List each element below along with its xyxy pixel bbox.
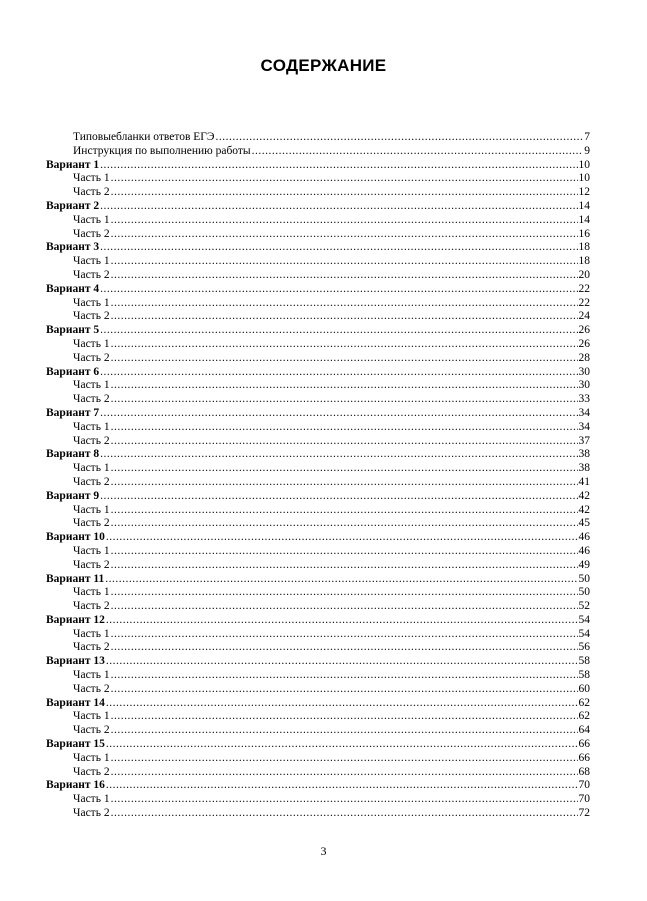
- toc-entry-label: Часть 2: [73, 765, 110, 778]
- toc-part-entry: [46, 393, 590, 407]
- toc-entry-label: Часть 2: [73, 393, 110, 406]
- toc-entry-page: 42: [578, 503, 590, 516]
- toc-entry-label: Вариант 16: [46, 779, 105, 792]
- toc-entry-page: 18: [578, 241, 590, 254]
- toc-part-entry: [46, 214, 590, 228]
- toc-part-entry: [46, 476, 590, 490]
- toc-leader-dots: [100, 490, 577, 504]
- toc-entry-page: 37: [578, 434, 590, 447]
- toc-entry-label: Часть 1: [73, 710, 110, 723]
- toc-leader-dots: [111, 766, 578, 780]
- toc-entry-label: Вариант 1: [46, 158, 100, 171]
- toc-variant-entry: [46, 200, 590, 214]
- toc-part-entry: [46, 628, 590, 642]
- toc-leader-dots: [100, 448, 577, 462]
- toc-part-entry: [46, 807, 590, 821]
- toc-entry-label: Часть 2: [73, 268, 110, 281]
- toc-leader-dots: [111, 310, 578, 324]
- toc-entry-label: Часть 1: [73, 462, 110, 475]
- toc-leader-dots: [111, 435, 578, 449]
- toc-leader-dots: [111, 641, 578, 655]
- toc-entry-label: Инструкция по выполнению работы: [73, 144, 251, 157]
- toc-part-entry: [46, 669, 590, 683]
- toc-entry-label: Вариант 12: [46, 613, 105, 626]
- toc-part-entry: [46, 586, 590, 600]
- toc-entry-page: 46: [578, 544, 590, 557]
- toc-leader-dots: [111, 338, 578, 352]
- toc-entry-page: 58: [578, 655, 590, 668]
- toc-variant-entry: [46, 490, 590, 504]
- toc-part-entry: [46, 379, 590, 393]
- toc-entry-page: 54: [578, 627, 590, 640]
- toc-entry-page: 49: [578, 558, 590, 571]
- toc-part-entry: [46, 352, 590, 366]
- toc-entry-label: Вариант 5: [46, 324, 100, 337]
- toc-variant-entry: [46, 407, 590, 421]
- toc-entry-page: 42: [578, 489, 590, 502]
- toc-entry-page: 22: [578, 296, 590, 309]
- toc-entry-label: Часть 2: [73, 517, 110, 530]
- page-title: СОДЕРЖАНИЕ: [260, 56, 387, 75]
- toc-variant-entry: [46, 738, 590, 752]
- toc-entry-label: Часть 1: [73, 627, 110, 640]
- toc-part-entry: [46, 517, 590, 531]
- toc-entry-label: Вариант 6: [46, 365, 100, 378]
- toc-leader-dots: [111, 586, 578, 600]
- toc-variant-entry: [46, 697, 590, 711]
- toc-entry-label: Часть 1: [73, 213, 110, 226]
- toc-entry-label: Часть 2: [73, 475, 110, 488]
- toc-part-entry: [46, 766, 590, 780]
- toc-entry-page: 50: [578, 586, 590, 599]
- toc-entry-label: Часть 1: [73, 337, 110, 350]
- toc-part-entry: [46, 504, 590, 518]
- toc-entry-page: 14: [578, 199, 590, 212]
- toc-leader-dots: [216, 131, 584, 145]
- toc-entry-page: 50: [578, 572, 590, 585]
- toc-leader-dots: [100, 366, 577, 380]
- toc-entry-label: Вариант 9: [46, 489, 100, 502]
- toc-entry-label: Часть 1: [73, 751, 110, 764]
- toc-entry-page: 52: [578, 600, 590, 613]
- toc-entry-page: 22: [578, 282, 590, 295]
- toc-leader-dots: [111, 421, 578, 435]
- toc-entry-label: Часть 2: [73, 807, 110, 820]
- toc-entry-page: 28: [578, 351, 590, 364]
- toc-leader-dots: [106, 779, 578, 793]
- toc-entry-page: 62: [578, 710, 590, 723]
- toc-variant-entry: [46, 655, 590, 669]
- toc-entry-label: Часть 1: [73, 503, 110, 516]
- toc-entry-page: 14: [578, 213, 590, 226]
- toc-entry-page: 26: [578, 324, 590, 337]
- toc-entry-label: Часть 2: [73, 227, 110, 240]
- toc-leader-dots: [111, 255, 578, 269]
- toc-entry-page: 33: [578, 393, 590, 406]
- toc-entry-page: 16: [578, 227, 590, 240]
- toc-entry-page: 68: [578, 765, 590, 778]
- toc-part-entry: [46, 600, 590, 614]
- toc-leader-dots: [111, 683, 578, 697]
- toc-leader-dots: [111, 476, 578, 490]
- toc-entry-label: Часть 1: [73, 793, 110, 806]
- toc-leader-dots: [111, 269, 578, 283]
- toc-leader-dots: [111, 600, 578, 614]
- toc-variant-entry: [46, 241, 590, 255]
- toc-entry-page: 54: [578, 613, 590, 626]
- toc-leader-dots: [111, 628, 578, 642]
- toc-entry-label: Вариант 15: [46, 738, 105, 751]
- toc-entry-page: 45: [578, 517, 590, 530]
- toc-leader-dots: [111, 172, 578, 186]
- toc-leader-dots: [111, 669, 578, 683]
- toc-entry-page: 66: [578, 738, 590, 751]
- toc-entry-label: Часть 2: [73, 310, 110, 323]
- toc-entry-page: 18: [578, 255, 590, 268]
- toc-entry-page: 10: [578, 158, 590, 171]
- toc-leader-dots: [252, 145, 584, 159]
- toc-leader-dots: [111, 710, 578, 724]
- toc-leader-dots: [111, 517, 578, 531]
- toc-leader-dots: [111, 504, 578, 518]
- toc-entry-label: Вариант 11: [46, 572, 105, 585]
- toc-entry-label: Часть 1: [73, 172, 110, 185]
- toc-entry-page: 70: [578, 793, 590, 806]
- toc-entry-page: 30: [578, 365, 590, 378]
- toc-leader-dots: [100, 241, 577, 255]
- toc-leader-dots: [111, 793, 578, 807]
- toc-leader-dots: [111, 352, 578, 366]
- toc-part-entry: [46, 255, 590, 269]
- toc-part-entry: [46, 186, 590, 200]
- toc-part-entry: [46, 421, 590, 435]
- toc-entry: [46, 145, 590, 159]
- toc-entry-page: 58: [578, 669, 590, 682]
- toc-entry-label: Типовыебланки ответов ЕГЭ: [73, 131, 215, 143]
- toc-entry-page: 34: [578, 420, 590, 433]
- toc-part-entry: [46, 338, 590, 352]
- toc-part-entry: [46, 269, 590, 283]
- toc-variant-entry: [46, 324, 590, 338]
- toc-part-entry: [46, 752, 590, 766]
- toc-entry-label: Вариант 14: [46, 696, 105, 709]
- toc-leader-dots: [111, 297, 578, 311]
- toc-entry-page: 41: [578, 475, 590, 488]
- toc-entry-label: Вариант 13: [46, 655, 105, 668]
- toc-part-entry: [46, 435, 590, 449]
- toc-leader-dots: [111, 186, 578, 200]
- toc-leader-dots: [106, 655, 578, 669]
- toc-entry-page: 60: [578, 682, 590, 695]
- toc-part-entry: [46, 310, 590, 324]
- toc-leader-dots: [100, 159, 577, 173]
- toc-leader-dots: [100, 324, 577, 338]
- toc-part-entry: [46, 559, 590, 573]
- toc-entry-label: Часть 1: [73, 586, 110, 599]
- toc-leader-dots: [106, 614, 578, 628]
- toc-entry-label: Часть 2: [73, 558, 110, 571]
- toc-entry-page: 66: [578, 751, 590, 764]
- toc-entry-label: Вариант 7: [46, 406, 100, 419]
- toc-entry-label: Часть 2: [73, 434, 110, 447]
- toc-entry-label: Часть 2: [73, 351, 110, 364]
- toc-entry-page: 24: [578, 310, 590, 323]
- toc-entry-page: 10: [578, 172, 590, 185]
- toc-entry-page: 46: [578, 531, 590, 544]
- toc-entry-label: Часть 2: [73, 600, 110, 613]
- toc-variant-entry: [46, 283, 590, 297]
- toc-variant-entry: [46, 614, 590, 628]
- toc-leader-dots: [106, 697, 578, 711]
- toc-part-entry: [46, 793, 590, 807]
- toc-part-entry: [46, 545, 590, 559]
- toc-entry-page: 70: [578, 779, 590, 792]
- toc-part-entry: [46, 710, 590, 724]
- toc-leader-dots: [106, 531, 578, 545]
- toc-entry-label: Часть 1: [73, 420, 110, 433]
- toc-entry-label: Вариант 4: [46, 282, 100, 295]
- toc-leader-dots: [111, 724, 578, 738]
- toc-entry-label: Часть 2: [73, 641, 110, 654]
- toc-leader-dots: [105, 573, 577, 587]
- toc-part-entry: [46, 683, 590, 697]
- page-number: 3: [320, 844, 327, 858]
- toc-entry-page: 56: [578, 641, 590, 654]
- toc-leader-dots: [111, 379, 578, 393]
- toc-leader-dots: [111, 462, 578, 476]
- toc-entry-label: Часть 2: [73, 682, 110, 695]
- toc-entry-label: Часть 1: [73, 544, 110, 557]
- toc-variant-entry: [46, 366, 590, 380]
- toc-entry-page: 34: [578, 406, 590, 419]
- toc-part-entry: [46, 228, 590, 242]
- toc-entry-page: 12: [578, 186, 590, 199]
- toc-entry-label: Вариант 8: [46, 448, 100, 461]
- toc-leader-dots: [111, 545, 578, 559]
- toc-entry-page: 9: [584, 144, 590, 157]
- table-of-contents: [46, 131, 590, 821]
- toc-leader-dots: [100, 200, 577, 214]
- toc-entry-label: Часть 1: [73, 296, 110, 309]
- toc-part-entry: [46, 462, 590, 476]
- toc-entry-label: Часть 2: [73, 186, 110, 199]
- toc-variant-entry: [46, 159, 590, 173]
- toc-leader-dots: [106, 738, 578, 752]
- toc-entry-page: 62: [578, 696, 590, 709]
- toc-variant-entry: [46, 448, 590, 462]
- toc-leader-dots: [111, 214, 578, 228]
- toc-variant-entry: [46, 779, 590, 793]
- toc-entry-label: Часть 2: [73, 724, 110, 737]
- toc-leader-dots: [111, 228, 578, 242]
- toc-entry: [46, 131, 590, 145]
- toc-entry-page: 30: [578, 379, 590, 392]
- toc-leader-dots: [111, 807, 578, 821]
- toc-entry-label: Часть 1: [73, 379, 110, 392]
- toc-entry-page: 38: [578, 462, 590, 475]
- toc-part-entry: [46, 172, 590, 186]
- toc-leader-dots: [111, 393, 578, 407]
- toc-entry-page: 38: [578, 448, 590, 461]
- toc-leader-dots: [111, 752, 578, 766]
- toc-part-entry: [46, 641, 590, 655]
- toc-leader-dots: [111, 559, 578, 573]
- toc-entry-page: 26: [578, 337, 590, 350]
- toc-entry-label: Часть 1: [73, 669, 110, 682]
- toc-entry-label: Вариант 2: [46, 199, 100, 212]
- toc-entry-label: Вариант 10: [46, 531, 105, 544]
- toc-variant-entry: [46, 573, 590, 587]
- toc-entry-page: 72: [578, 807, 590, 820]
- toc-entry-page: 64: [578, 724, 590, 737]
- toc-entry-page: 7: [584, 131, 590, 143]
- toc-entry-label: Часть 1: [73, 255, 110, 268]
- toc-leader-dots: [100, 283, 577, 297]
- toc-part-entry: [46, 297, 590, 311]
- toc-entry-page: 20: [578, 268, 590, 281]
- toc-part-entry: [46, 724, 590, 738]
- toc-entry-label: Вариант 3: [46, 241, 100, 254]
- toc-variant-entry: [46, 531, 590, 545]
- toc-leader-dots: [100, 407, 577, 421]
